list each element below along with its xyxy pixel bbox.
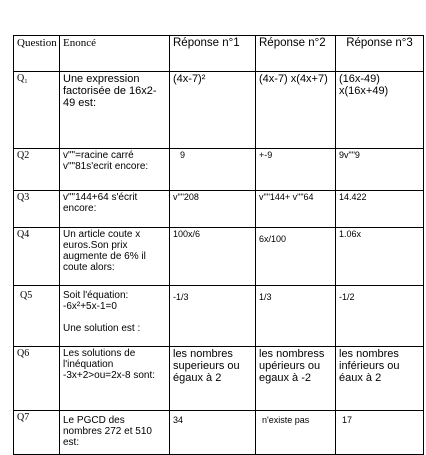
- reponse-3-cell: 9v""9: [336, 149, 424, 191]
- reponse-1-cell: v""208: [170, 191, 256, 228]
- table-row: [14, 347, 424, 411]
- enonce-line: Soit l'équation:: [63, 290, 129, 301]
- enonce-cell: Les solutions de l'inéquation -3x+2>ou=2x-8 sont:: [60, 347, 170, 411]
- reponse-1-cell: 100x/6: [170, 228, 256, 286]
- reponse-2-cell: +-9: [256, 149, 336, 191]
- header-reponse-2: Réponse n°2: [256, 36, 336, 72]
- reponse-2-cell: 1/3: [256, 286, 336, 347]
- table-row: [14, 228, 424, 286]
- table-row: [14, 191, 424, 228]
- header-enonce: Enoncé: [60, 36, 170, 72]
- enonce-cell: Un article coute x euros.Son prix augmente de 6% il coute alors:: [60, 228, 170, 286]
- enonce-line: [63, 312, 166, 323]
- reponse-3-cell: (16x-49) x(16x+49): [336, 72, 424, 149]
- quiz-table: [13, 35, 424, 455]
- reponse-3-cell: 14.422: [336, 191, 424, 228]
- reponse-3-cell: 17: [336, 411, 424, 455]
- enonce-cell: [60, 286, 170, 347]
- reponse-3-cell: -1/2: [336, 286, 424, 347]
- header-reponse-1: Réponse n°1: [170, 36, 256, 72]
- question-id: Q4: [14, 228, 60, 286]
- enonce-cell: Une expression factorisée de 16x2-49 est:: [60, 72, 170, 149]
- reponse-1-cell: -1/3: [170, 286, 256, 347]
- reponse-1-cell: 9: [170, 149, 256, 191]
- enonce-cell: v""=racine carré v""81s'ecrit encore:: [60, 149, 170, 191]
- question-id: Q3: [14, 191, 60, 228]
- question-id: Q2: [14, 149, 60, 191]
- reponse-3-cell: 1.06x: [336, 228, 424, 286]
- reponse-2-cell: les nombress upérieurs ou egaux à -2: [256, 347, 336, 411]
- question-id: Q₁: [14, 72, 60, 149]
- reponse-1-cell: (4x-7)²: [170, 72, 256, 149]
- enonce-line: -6x²+5x-1=0: [63, 301, 117, 312]
- question-id: Q6: [14, 347, 60, 411]
- reponse-1-cell: les nombres superieurs ou égaux à 2: [170, 347, 256, 411]
- reponse-1-cell: 34: [170, 411, 256, 455]
- reponse-2-cell: (4x-7) x(4x+7): [256, 72, 336, 149]
- enonce-cell: Le PGCD des nombres 272 et 510 est:: [60, 411, 170, 455]
- enonce-line: Une solution est :: [63, 323, 141, 334]
- reponse-3-cell: les nombres inférieurs ou éaux à 2: [336, 347, 424, 411]
- header-reponse-3: Réponse n°3: [336, 36, 424, 72]
- table-row: [14, 149, 424, 191]
- table-row: [14, 411, 424, 455]
- question-id: Q7: [14, 411, 60, 455]
- table-row: [14, 72, 424, 149]
- enonce-cell: v""144+64 s'écrit encore:: [60, 191, 170, 228]
- question-id: Q5: [14, 286, 60, 347]
- header-question: Question: [14, 36, 60, 72]
- table-row: [14, 286, 424, 347]
- header-row: [14, 36, 424, 72]
- reponse-2-cell: v""144+ v""64: [256, 191, 336, 228]
- reponse-2-cell: 6x/100: [256, 228, 336, 286]
- reponse-2-cell: n'existe pas: [256, 411, 336, 455]
